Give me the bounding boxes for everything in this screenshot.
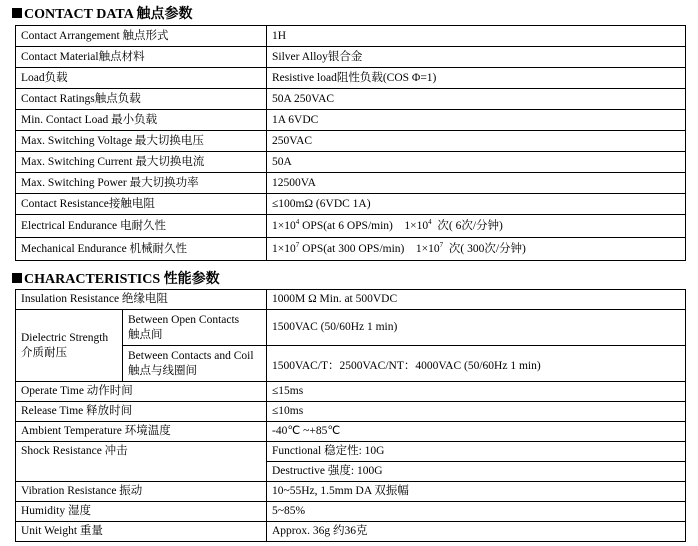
min-contact-load-value: 1A 6VDC (267, 110, 686, 131)
shock-resistance-label: Shock Resistance 冲击 (16, 442, 267, 482)
load-label: Load负载 (16, 68, 267, 89)
shock-destructive-value: Destructive 强度: 100G (267, 462, 686, 482)
table-row (16, 152, 686, 173)
humidity-value: 5~85% (267, 502, 686, 522)
mechanical-endurance-v2: OPS(at 300 OPS/min) 1×10 (299, 242, 440, 255)
characteristics-table (15, 289, 686, 542)
max-switching-voltage-value: 250VAC (267, 131, 686, 152)
square-bullet-icon (12, 8, 22, 18)
table-row (16, 131, 686, 152)
table-row (16, 382, 686, 402)
characteristics-heading (12, 272, 220, 288)
square-bullet-icon (12, 273, 22, 283)
load-value: Resistive load阻性负载(COS Φ=1) (267, 68, 686, 89)
contact-arrangement-label: Contact Arrangement 触点形式 (16, 26, 267, 47)
max-switching-power-value: 12500VA (267, 173, 686, 194)
mechanical-endurance-v1: 1×10 (272, 242, 296, 255)
contact-ratings-value: 50A 250VAC (267, 89, 686, 110)
table-row (16, 238, 686, 261)
contacts-coil-label-cn: 触点与线圈间 (128, 364, 197, 377)
mechanical-endurance-v3: 次( 300次/分钟) (443, 242, 526, 255)
humidity-label: Humidity 湿度 (16, 502, 267, 522)
dielectric-label (16, 310, 123, 382)
electrical-endurance-v3: 次( 6次/分钟) (431, 219, 503, 232)
mechanical-endurance-label: Mechanical Endurance 机械耐久性 (16, 238, 267, 261)
table-row (16, 215, 686, 238)
mechanical-endurance-e1: 7 (295, 240, 300, 249)
ambient-temperature-value: -40℃ ~+85℃ (267, 422, 686, 442)
table-row (16, 482, 686, 502)
contact-data-title: CONTACT DATA 触点参数 (24, 7, 193, 22)
max-switching-power-label: Max. Switching Power 最大切换功率 (16, 173, 267, 194)
contacts-coil-label (123, 346, 267, 382)
table-row (16, 422, 686, 442)
electrical-endurance-e2: 4 (428, 217, 432, 226)
open-contacts-label-cn: 触点间 (128, 328, 163, 341)
operate-time-value: ≤15ms (267, 382, 686, 402)
contact-material-value: Silver Alloy银合金 (267, 47, 686, 68)
contact-material-label: Contact Material触点材料 (16, 47, 267, 68)
table-row (16, 89, 686, 110)
vibration-value: 10~55Hz, 1.5mm DA 双振幅 (267, 482, 686, 502)
electrical-endurance-label: Electrical Endurance 电耐久性 (16, 215, 267, 238)
operate-time-label: Operate Time 动作时间 (16, 382, 267, 402)
electrical-endurance-e1: 4 (295, 217, 300, 226)
shock-functional-value: Functional 稳定性: 10G (267, 442, 686, 462)
electrical-endurance-value (267, 215, 686, 238)
table-row (16, 442, 686, 462)
ambient-temperature-label: Ambient Temperature 环境温度 (16, 422, 267, 442)
vibration-label: Vibration Resistance 振动 (16, 482, 267, 502)
table-row (16, 402, 686, 422)
contact-data-heading (12, 7, 193, 23)
contact-arrangement-value: 1H (267, 26, 686, 47)
contact-data-table (15, 25, 686, 261)
table-row (16, 522, 686, 542)
mechanical-endurance-value (267, 238, 686, 261)
min-contact-load-label: Min. Contact Load 最小负载 (16, 110, 267, 131)
electrical-endurance-v1: 1×10 (272, 219, 296, 232)
characteristics-title: CHARACTERISTICS 性能参数 (24, 272, 220, 287)
table-row (16, 502, 686, 522)
dielectric-label-en: Dielectric Strength (21, 331, 109, 344)
table-row (16, 290, 686, 310)
table-row (16, 173, 686, 194)
open-contacts-value: 1500VAC (50/60Hz 1 min) (267, 310, 686, 346)
open-contacts-label-en: Between Open Contacts (128, 313, 240, 326)
contacts-coil-label-en: Between Contacts and Coil (128, 349, 254, 362)
electrical-endurance-v2: OPS(at 6 OPS/min) 1×10 (299, 219, 429, 232)
table-row (16, 310, 686, 346)
dielectric-label-cn: 介质耐压 (21, 346, 67, 359)
open-contacts-label (123, 310, 267, 346)
table-row (16, 110, 686, 131)
max-switching-voltage-label: Max. Switching Voltage 最大切换电压 (16, 131, 267, 152)
max-switching-current-value: 50A (267, 152, 686, 173)
insulation-label: Insulation Resistance 绝缘电阻 (16, 290, 267, 310)
release-time-label: Release Time 释放时间 (16, 402, 267, 422)
table-row (16, 26, 686, 47)
unit-weight-label: Unit Weight 重量 (16, 522, 267, 542)
contact-ratings-label: Contact Ratings触点负载 (16, 89, 267, 110)
unit-weight-value: Approx. 36g 约36克 (267, 522, 686, 542)
contact-resistance-value: ≤100mΩ (6VDC 1A) (267, 194, 686, 215)
table-row (16, 194, 686, 215)
insulation-value: 1000M Ω Min. at 500VDC (267, 290, 686, 310)
table-row (16, 68, 686, 89)
mechanical-endurance-e2: 7 (439, 240, 444, 249)
release-time-value: ≤10ms (267, 402, 686, 422)
table-row (16, 47, 686, 68)
contacts-coil-value: 1500VAC/T：2500VAC/NT：4000VAC (50/60Hz 1 min) (267, 346, 686, 382)
contact-resistance-label: Contact Resistance接触电阻 (16, 194, 267, 215)
max-switching-current-label: Max. Switching Current 最大切换电流 (16, 152, 267, 173)
